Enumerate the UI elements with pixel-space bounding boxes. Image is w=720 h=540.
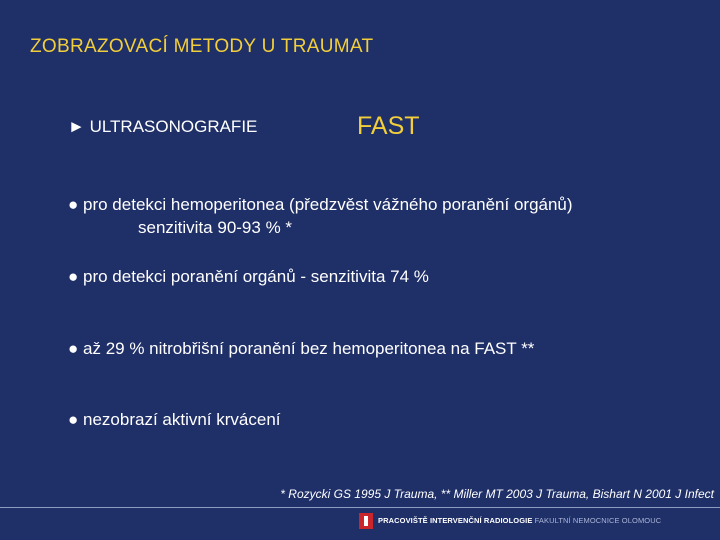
- footnote-references: * Rozycki GS 1995 J Trauma, ** Miller MT 2003 J Trauma, Bishart N 2001 J Infect: [280, 487, 714, 501]
- fast-label: FAST: [357, 112, 420, 140]
- hospital-logo-icon: [359, 513, 373, 529]
- footer-divider: [0, 507, 720, 508]
- bullet-text: pro detekci poranění orgánů - senzitivita 74 %: [83, 267, 429, 286]
- bullet-marker-icon: ●: [68, 410, 79, 429]
- subheading: [68, 117, 257, 137]
- subheading-label: ULTRASONOGRAFIE: [89, 117, 258, 136]
- bullet-text: až 29 % nitrobřišní poranění bez hemoperitonea na FAST **: [83, 339, 535, 358]
- bullet-marker-icon: ●: [68, 267, 79, 286]
- bullet-item-4: [68, 408, 281, 431]
- bullet-text: nezobrazí aktivní krvácení: [83, 410, 281, 429]
- bullet-text-continuation: senzitivita 90-93 % *: [138, 218, 293, 237]
- footer-department: PRACOVIŠTĚ INTERVENČNÍ RADIOLOGIE: [378, 516, 533, 525]
- triangle-marker-icon: ►: [68, 117, 85, 136]
- bullet-item-3: [68, 337, 534, 360]
- slide-title: ZOBRAZOVACÍ METODY U TRAUMAT: [30, 36, 374, 57]
- bullet-text: pro detekci hemoperitonea (předzvěst vážného poranění orgánů): [83, 195, 573, 214]
- bullet-marker-icon: ●: [68, 339, 79, 358]
- footer-institution: [378, 516, 661, 525]
- bullet-marker-icon: ●: [68, 195, 79, 214]
- footer-hospital: FAKULTNÍ NEMOCNICE OLOMOUC: [534, 516, 662, 525]
- bullet-item-2: [68, 265, 429, 288]
- bullet-item-1: [68, 193, 573, 239]
